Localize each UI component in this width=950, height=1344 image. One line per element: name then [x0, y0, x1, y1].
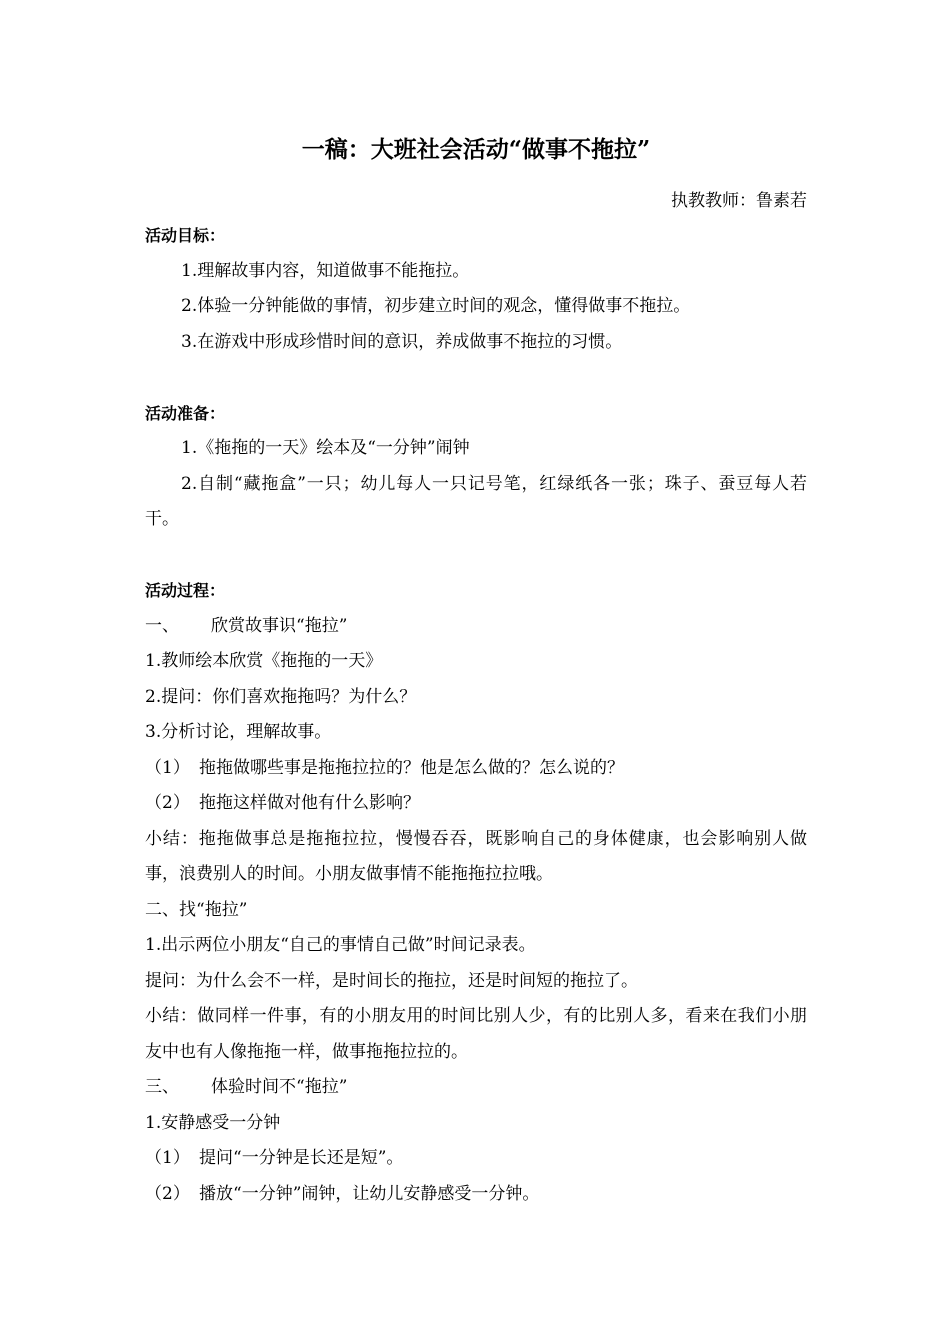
sub-item-mark: （2）	[145, 1183, 190, 1204]
goal-item: 2.体验一分钟能做的事情，初步建立时间的观念，懂得做事不拖拉。	[181, 296, 691, 316]
document-page	[145, 128, 807, 1212]
sub-item	[145, 1177, 807, 1213]
section-1-title-text: 欣赏故事识“拖拉”	[211, 615, 348, 636]
author-line: 执教教师：鲁素若	[671, 191, 807, 211]
sub-item-text: 拖拖做哪些事是拖拖拉拉的？他是怎么做的？怎么说的？	[199, 757, 624, 778]
section-2-summary: 小结：做同样一件事，有的小朋友用的时间比别人少，有的比别人多，看来在我们小朋友中也有人像拖拖一样，做事拖拖拉拉的。	[145, 1006, 807, 1062]
goal-item: 1.理解故事内容，知道做事不能拖拉。	[181, 260, 470, 281]
sub-item	[145, 786, 807, 822]
sub-item-text: 拖拖这样做对他有什么影响？	[199, 793, 420, 813]
section-3-title	[145, 1070, 807, 1106]
goal-item: 3.在游戏中形成珍惜时间的意识，养成做事不拖拉的习惯。	[181, 331, 623, 352]
section-1-title	[145, 609, 807, 645]
sub-item-mark: （2）	[145, 793, 190, 813]
section-3-mark: 三、	[145, 1077, 179, 1097]
spacer	[145, 360, 807, 396]
preparation-item: 2.自制“藏拖盒”一只；幼儿每人一只记号笔，红绿纸各一张；珠子、蚕豆每人若干。	[145, 473, 807, 529]
section-1-summary: 小结：拖拖做事总是拖拖拉拉，慢慢吞吞，既影响自己的身体健康，也会影响别人做事，浪费别人的时间。小朋友做事情不能拖拖拉拉哦。	[145, 828, 807, 884]
section-1-mark: 一、	[145, 615, 179, 636]
document-title: 一稿：大班社会活动“做事不拖拉”	[301, 136, 651, 163]
process-line: 提问：为什么会不一样，是时间长的拖拉，还是时间短的拖拉了。	[145, 970, 638, 991]
sub-item	[145, 751, 807, 787]
section-2-title: 二、找“拖拉”	[145, 899, 248, 920]
sub-item-text: 播放“一分钟”闹钟，让幼儿安静感受一分钟。	[199, 1183, 540, 1204]
process-line: 3.分析讨论，理解故事。	[145, 722, 332, 742]
sub-item	[145, 1141, 807, 1177]
process-line: 1.出示两位小朋友“自己的事情自己做”时间记录表。	[145, 935, 536, 955]
goals-heading: 活动目标：	[145, 226, 226, 245]
spacer	[145, 538, 807, 574]
sub-item-mark: （1）	[145, 1148, 190, 1168]
process-line: 2.提问：你们喜欢拖拖吗？为什么？	[145, 686, 417, 707]
process-line: 1.教师绘本欣赏《拖拖的一天》	[145, 651, 383, 671]
section-3-title-text: 体验时间不“拖拉”	[211, 1077, 348, 1097]
sub-item-mark: （1）	[145, 757, 190, 778]
process-line: 1.安静感受一分钟	[145, 1112, 281, 1133]
sub-item-text: 提问“一分钟是长还是短”。	[199, 1148, 404, 1168]
preparation-heading: 活动准备：	[145, 403, 226, 423]
preparation-item: 1.《拖拖的一天》绘本及“一分钟”闹钟	[181, 438, 470, 458]
process-heading: 活动过程：	[145, 581, 226, 600]
